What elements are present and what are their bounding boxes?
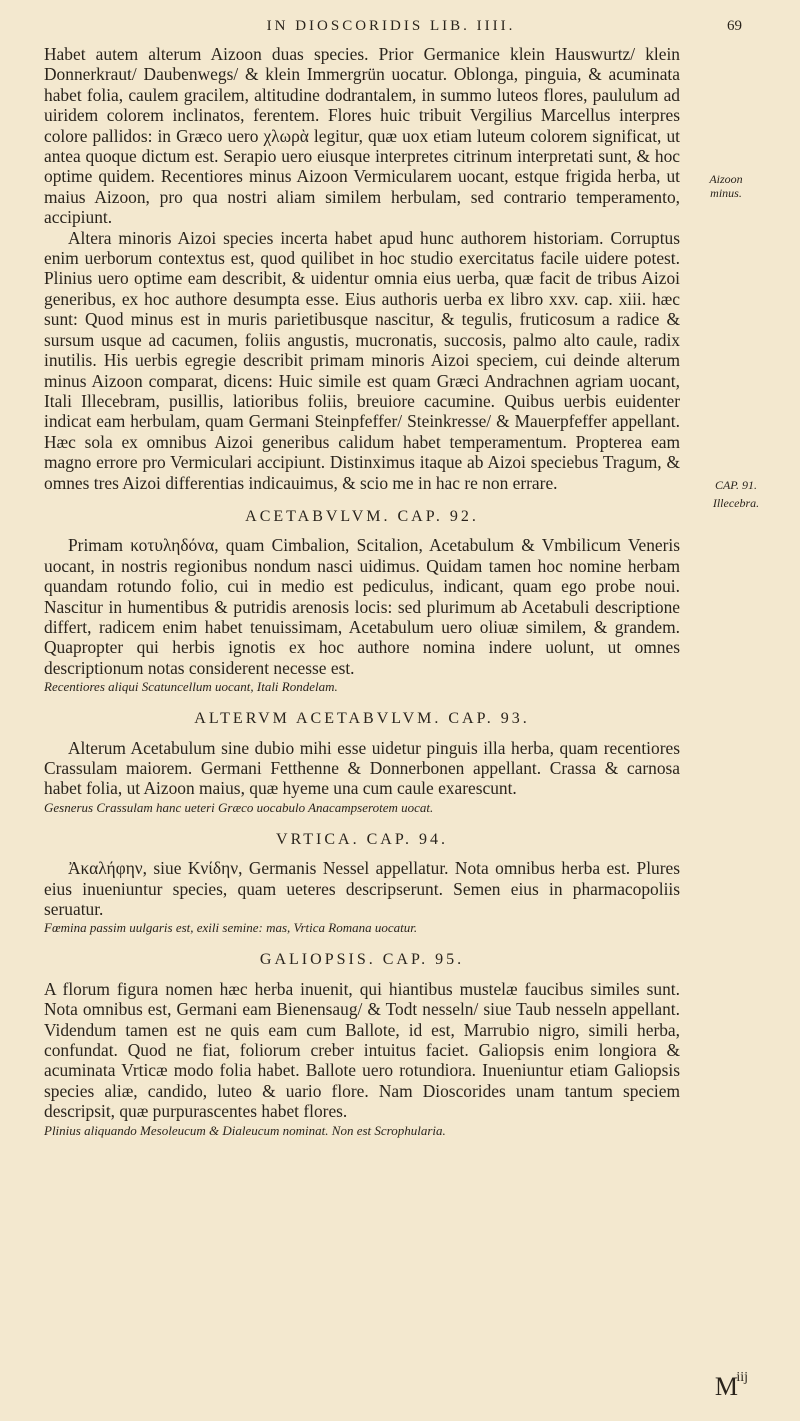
chapter-heading-acetabulum: ACETABVLVM. CAP. 92. bbox=[245, 507, 479, 525]
aizoon-minus-paragraph: Altera minoris Aizoi species incerta habet apud hunc authorem historiam. Corruptus enim uerborum contextus est, quod quilibet in hoc studio exercitatus facile uidere potest. Plinius uero optime eam describit, & uidentur omnia eius uerba, quæ facit de tribus Aizoi generibus, ex hoc authore desumpta esse. Eius authoris uerba ex libro xxv. cap. xiii. hæc sunt: Quod minus est in muris parietibusque nascitur, & tegulis, fruticosum a radice & sursum usque ad cacumen, foliis angustis, mucronatis, succosis, palmo alto caule, radix inutilis. His uerbis egregie describit primam minoris Aizoi speciem, cui deinde alterum minus Aizoon comparat, dicens: Huic simile est quam Græci Andrachnen agriam uocant, Itali Illecebram, pusillis, latioribus foliis, breuiore cacumine. Quibus uerbis euidenter indicat eam herbulam, quam Germani Steinpfeffer/ Steinkresse/ & Mauerpfeffer appellant. Hæc sola ex omnibus Aizoi generibus calidum habet temperamentum. Propterea eam magno errore pro Vermiculari accipiunt. Distinximus itaque ab Aizoi speciebus Tragum, & omnes tres Aizoi differentias indicauimus, & scio me in hac re non errare. bbox=[44, 227, 680, 493]
galiopsis-note: Plinius aliquando Mesoleucum & Dialeucum nominat. Non est Scrophularia. bbox=[44, 1122, 446, 1138]
chapter-heading-urtica: VRTICA. CAP. 94. bbox=[276, 830, 448, 848]
signature-number: iij bbox=[736, 1370, 748, 1385]
acetabulum-note: Recentiores aliqui Scatuncellum uocant, Itali Rondelam. bbox=[44, 679, 338, 695]
running-head bbox=[40, 18, 742, 44]
margin-note-illecebra: Illecebra. bbox=[712, 496, 760, 510]
urtica-paragraph: Ἀκαλήφην, siue Κνίδην, Germanis Nessel appellatur. Nota omnibus herba est. Plures eius inueniuntur species, quam ueteres descripserunt. Semen eius in pharmacopoliis seruatur. bbox=[44, 858, 680, 920]
urtica-note: Fœmina passim uulgaris est, exili semine: mas, Vrtica Romana uocatur. bbox=[44, 920, 418, 936]
galiopsis-paragraph: A florum figura nomen hæc herba inuenit, qui hiantibus mustelæ faucibus similes sunt. Nota omnibus est, Germani eam Bienensaug/ & Todt nesseln/ siue Taub nesseln appellant. Videndum tamen est ne quis eam cum Ballote, id est, Marrubio nigro, simili herba, confundat. Quod ne fiat, foliorum creber intuitus faciet. Galiopsis enim longiora & acuminata Vrticæ modo folia habet. Ballote uero rotundiora. Inueniuntur etiam Galiopsis species aliæ, candido, luteo & uario flore. Nam Dioscorides unam tantum speciem descripsit, quæ purpurascentes habet flores. bbox=[44, 978, 680, 1122]
alterum-note: Gesnerus Crassulam hanc ueteri Græco uocabulo Anacampserotem uocat. bbox=[44, 799, 434, 815]
chapter-heading-alterum: ALTERVM ACETABVLVM. CAP. 93. bbox=[194, 710, 530, 728]
chapter-heading-galiopsis: GALIOPSIS. CAP. 95. bbox=[259, 951, 465, 969]
running-title: IN DIOSCORIDIS LIB. IIII. bbox=[266, 18, 516, 34]
page-number: 69 bbox=[727, 18, 742, 34]
margin-note-aizoon: Aizoon minus. bbox=[709, 172, 743, 200]
signature-mark: M bbox=[714, 1372, 738, 1401]
alterum-paragraph: Alterum Acetabulum sine dubio mihi esse uidetur pinguis illa herba, quam recentiores Crassulam maiorem. Germani Fetthenne & Donnerbonen appellant. Crassa & carnosa habet folia, ut Aizoon maius, quæ hyeme una cum caule exarescunt. bbox=[44, 737, 680, 799]
aizoon-paragraph: Habet autem alterum Aizoon duas species. Prior Germanice klein Hauswurtz/ klein Donnerkraut/ Daubenwegs/ & klein Immergrün uocatur. Oblonga, pinguia, & acuminata habet folia, caulem gracilem, altitudine dodrantalem, in summo luteos flores, paululum ad uiridem colorem inclinatos, ferentem. Flores huic tribuit Vergilius Marcellus interpres colore pallidos: in Græco uero χλωρὰ legitur, quæ uox etiam luteum colorem significat, ut antea quoque dictum est. Serapio uero eiusque interpretes citrinum interpretati sunt, & hoc optime quidem. Recentiores minus Aizoon Vermicularem uocant, estque frigida herba, ut maius Aizoon, pro qua nostri aliam similem herbulam, sed contrario temperamento, accipiunt. bbox=[44, 44, 680, 228]
margin-note-cap91: CAP. 91. bbox=[714, 478, 758, 492]
main-text bbox=[44, 44, 680, 1139]
acetabulum-paragraph: Primam κοτυληδόνα, quam Cimbalion, Scitalion, Acetabulum & Vmbilicum Veneris uocant, in nostris regionibus nondum nasci uidimus. Quidam tamen hoc nomine herbam quandam rotundo folio, cui in medio est pediculus, indicant, quam ego probe noui. Nascitur in humentibus & putridis arenosis locis: sed plurimum ab Acetabuli descriptione differt, radicem enim habet tenuissimam, Acetabulum uero oliuæ similem, & grandem. Quapropter qui herbis ignotis ex hoc authore nomina indere uolunt, ut omnes descriptionum notas considerent necesse est. bbox=[44, 535, 680, 678]
